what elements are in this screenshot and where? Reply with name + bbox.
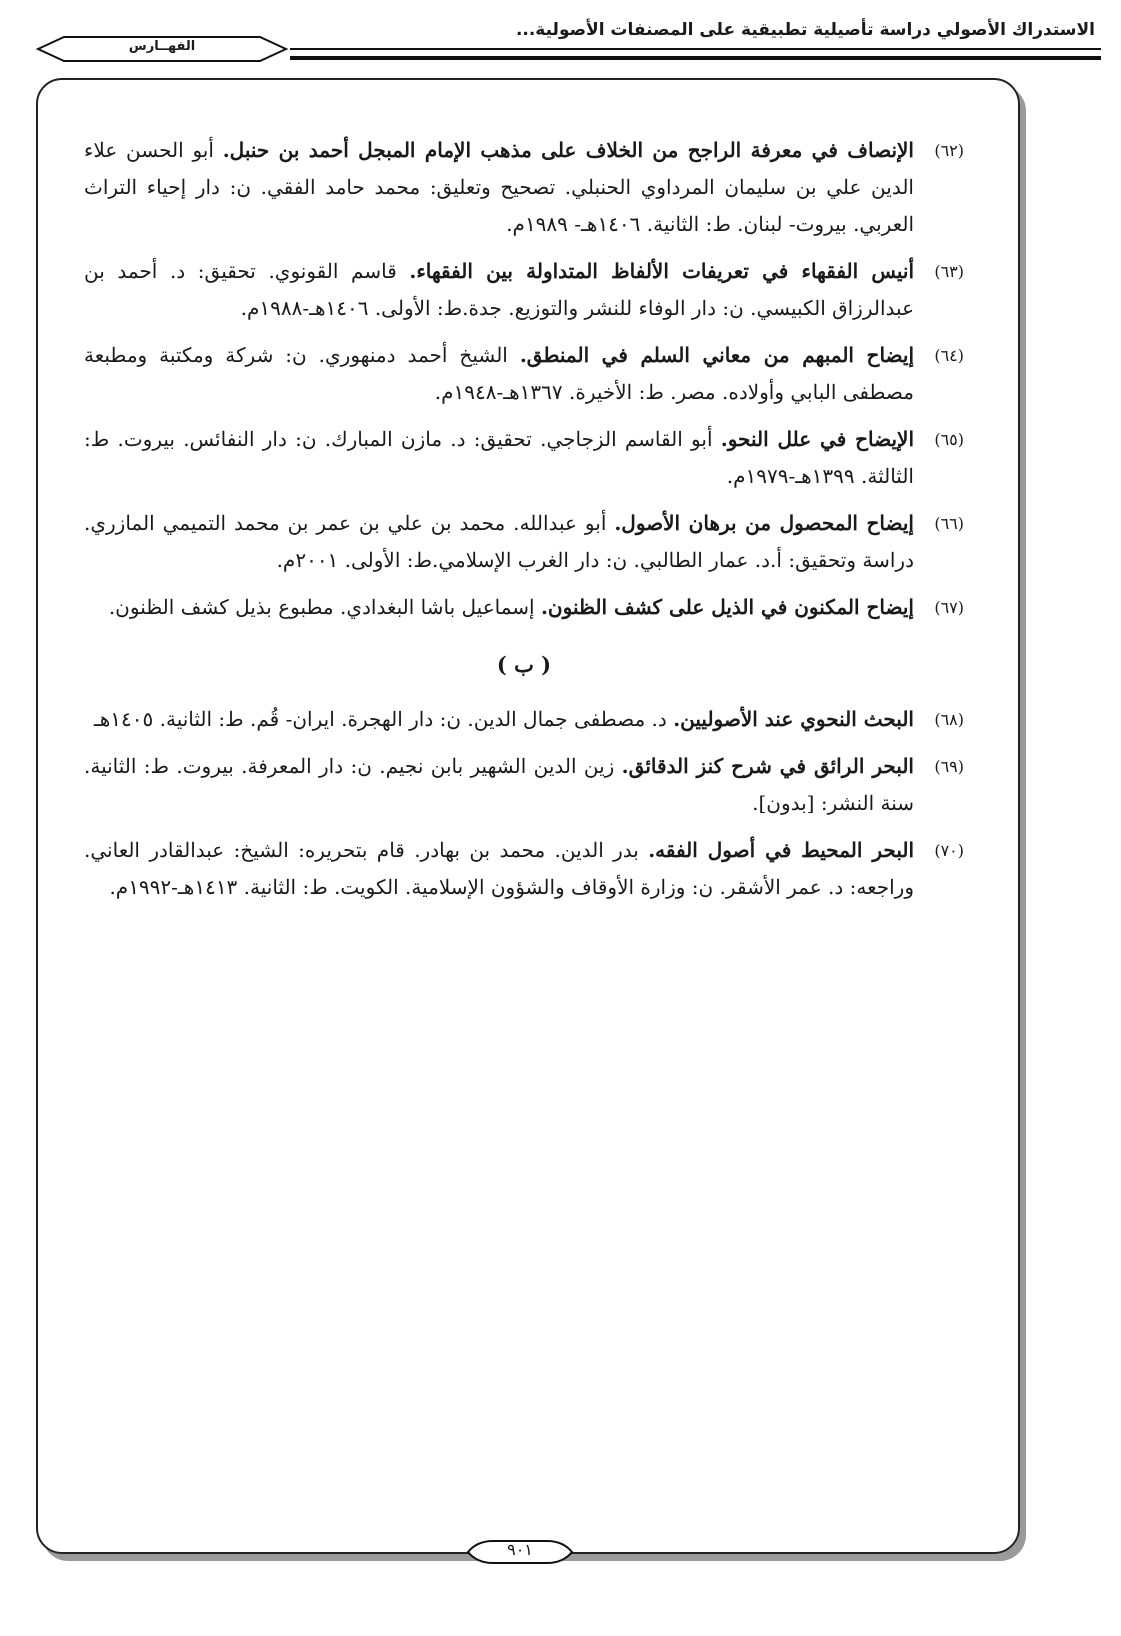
entry-number: (٦٨) <box>934 710 964 729</box>
entry-number: (٦٢) <box>934 141 964 160</box>
entry-title: إيضاح المحصول من برهان الأصول. <box>614 511 914 535</box>
entry-title: إيضاح المكنون في الذيل على كشف الظنون. <box>540 595 914 619</box>
entry-title: الإنصاف في معرفة الراجح من الخلاف على مذهب الإمام المبجل أحمد بن حنبل. <box>222 138 914 162</box>
entry-details: قاسم القونوي. تحقيق: د. أحمد بن عبدالرزاق الكبيسي. ن: دار الوفاء للنشر والتوزيع. جدة.ط: الأولى. ١٤٠٦هـ-١٩٨٨م. <box>84 259 914 320</box>
book-title: الاستدراك الأصولي دراسة تأصيلية تطبيقية على المصنفات الأصولية... <box>515 20 1095 40</box>
bibliography-entry <box>84 701 964 738</box>
bibliography-entry <box>84 748 964 822</box>
bibliography-entry <box>84 421 964 495</box>
entry-number: (٦٦) <box>934 514 964 533</box>
bibliography-entry <box>84 253 964 327</box>
bibliography-entry <box>84 132 964 243</box>
entry-details: أبو القاسم الزجاجي. تحقيق: د. مازن المبارك. ن: دار النفائس. بيروت. ط: الثالثة. ١٣٩٩هـ-١٩٧٩م. <box>84 427 914 488</box>
entry-title: الإيضاح في علل النحو. <box>720 427 915 451</box>
header-rule-thick <box>290 56 1101 60</box>
entry-title: إيضاح المبهم من معاني السلم في المنطق. <box>519 343 915 367</box>
section-label: الفهــارس <box>128 39 196 54</box>
entry-number: (٦٧) <box>934 598 964 617</box>
section-heading-ba: ( ب ) <box>496 652 552 677</box>
entry-details: إسماعيل باشا البغدادي. مطبوع بذيل كشف الظنون. <box>108 595 541 619</box>
page-number-tab <box>465 1538 575 1566</box>
entry-title: البحر المحيط في أصول الفقه. <box>648 838 915 862</box>
entry-number: (٦٥) <box>934 430 964 449</box>
entry-title: أنيس الفقهاء في تعريفات الألفاظ المتداولة بين الفقهاء. <box>409 259 914 283</box>
bibliography-entry <box>84 337 964 411</box>
entry-title: البحث النحوي عند الأصوليين. <box>673 707 914 731</box>
entry-details: أبو عبدالله. محمد بن علي بن عمر بن محمد التميمي المازري. دراسة وتحقيق: أ.د. عمار الطالبي. ن: دار الغرب الإسلامي.ط: الأولى. ٢٠٠١م. <box>84 511 914 572</box>
entry-number: (٦٤) <box>934 346 964 365</box>
entry-details: زين الدين الشهير بابن نجيم. ن: دار المعرفة. بيروت. ط: الثانية. سنة النشر: [بدون]. <box>84 754 914 815</box>
entry-number: (٦٣) <box>934 262 964 281</box>
bibliography <box>84 132 964 916</box>
section-tab <box>34 34 290 64</box>
bibliography-entry <box>84 505 964 579</box>
entry-details: الشيخ أحمد دمنهوري. ن: شركة ومكتبة ومطبعة مصطفى البابي وأولاده. مصر. ط: الأخيرة. ١٣٦٧هـ-١٩٤٨م. <box>84 343 914 404</box>
entry-details: بدر الدين. محمد بن بهادر. قام بتحريره: الشيخ: عبدالقادر العاني. وراجعه: د. عمر الأشقر. ن: وزارة الأوقاف والشؤون الإسلامية. الكويت. ط: الثانية. ١٤١٣هـ-١٩٩٢م. <box>84 838 914 899</box>
bibliography-entry <box>84 589 964 626</box>
entry-title: البحر الرائق في شرح كنز الدقائق. <box>621 754 914 778</box>
entry-details: أبو الحسن علاء الدين علي بن سليمان المرداوي الحنبلي. تصحيح وتعليق: محمد حامد الفقي. ن: دار إحياء التراث العربي. بيروت- لبنان. ط: الثانية. ١٤٠٦هـ- ١٩٨٩م. <box>84 138 914 236</box>
bibliography-entry <box>84 832 964 906</box>
page-number: ٩٠١ <box>507 1540 533 1559</box>
entry-number: (٧٠) <box>934 841 964 860</box>
entry-details: د. مصطفى جمال الدين. ن: دار الهجرة. ايران- قُم. ط: الثانية. ١٤٠٥هـ <box>93 707 674 731</box>
entry-number: (٦٩) <box>934 757 964 776</box>
header-rule-thin <box>290 48 1101 50</box>
